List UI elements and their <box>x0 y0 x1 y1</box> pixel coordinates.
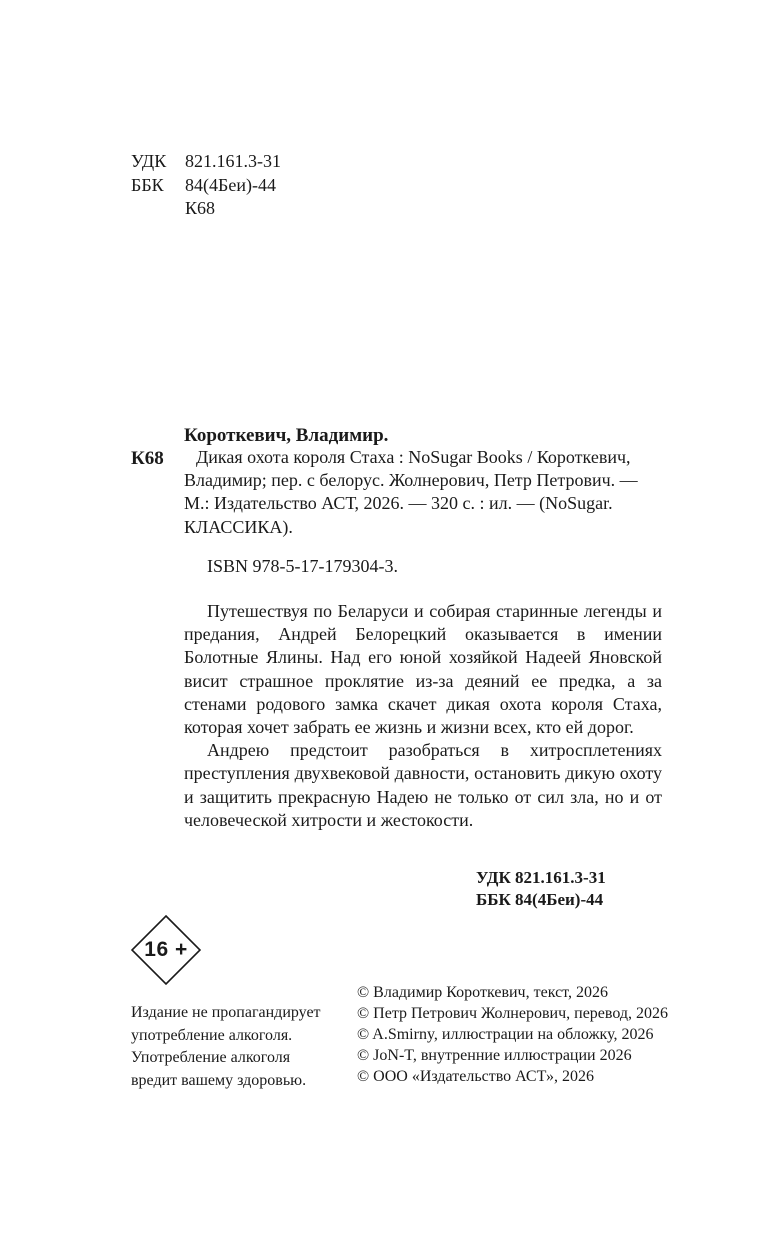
copyright-line: © Петр Петрович Жолнерович, перевод, 2026 <box>357 1005 669 1022</box>
author-index-mark: К68 <box>131 448 164 469</box>
biblio-line: М.: Издательство АСТ, 2026. — 320 с. : ил. — (NoSugar. <box>184 493 613 514</box>
udk-code: УДК 821.161.3-31 <box>476 868 606 887</box>
annotation-paragraph: Андрею предстоит разобраться в хитросплетениях преступления двухвековой давности, остановить дикую охоту и защитить прекрасную Надею не только от сил зла, но и от человеческой хитрости и жестокости. <box>184 740 662 830</box>
copyright-notices <box>357 982 668 1087</box>
warning-line: Издание не пропагандирует <box>131 1004 321 1021</box>
warning-line: вредит вашему здоровью. <box>131 1071 307 1089</box>
udk-label: УДК <box>131 151 167 171</box>
annotation <box>184 600 662 832</box>
copyright-line: © A.Smirny, иллюстрации на обложку, 2026 <box>357 1026 654 1043</box>
classification-codes-block <box>131 150 281 221</box>
warning-line: Употребление алкоголя <box>131 1049 291 1066</box>
bbk-row <box>131 174 281 198</box>
isbn: ISBN 978-5-17-179304-3. <box>207 556 398 576</box>
bibliographic-record <box>184 446 662 539</box>
copyright-line: © JoN-T, внутренние иллюстрации 2026 <box>357 1047 632 1064</box>
author-heading: Короткевич, Владимир. <box>184 425 389 446</box>
copyright-line: © ООО «Издательство АСТ», 2026 <box>357 1068 594 1085</box>
age-rating-label: 16 + <box>144 938 188 961</box>
warning-line: употребление алкоголя. <box>131 1026 293 1044</box>
author-mark-value: К68 <box>185 198 216 218</box>
udk-value: 821.161.3-31 <box>185 151 281 171</box>
bbk-label: ББК <box>131 174 164 195</box>
biblio-line: Владимир; пер. с белорус. Жолнерович, Петр Петрович. — <box>184 470 638 491</box>
annotation-paragraph: Путешествуя по Беларуси и собирая старинные легенды и предания, Андрей Белорецкий оказывается в имении Болотные Ялины. Над его юной хозяйкой Надеей Яновской висит страшное проклятие из-за деяний ее предка, а за стенами родового замка скачет дикая охота короля Стаха, которая хочет забрать ее жизнь и жизни всех, кто ей дорог. <box>184 601 662 738</box>
biblio-line: Дикая охота короля Стаха : NoSugar Books / Короткевич, <box>196 447 631 467</box>
author-mark-row <box>131 197 281 221</box>
copyright-line: © Владимир Короткевич, текст, 2026 <box>357 984 608 1001</box>
bbk-value: 84(4Беи)-44 <box>185 174 276 195</box>
alcohol-warning <box>131 1002 321 1092</box>
classification-footer <box>476 867 606 911</box>
udk-row <box>131 150 281 174</box>
bbk-code: ББК 84(4Беи)-44 <box>476 890 604 909</box>
author-mark-label <box>131 197 185 221</box>
biblio-line: КЛАССИКА). <box>184 516 293 537</box>
